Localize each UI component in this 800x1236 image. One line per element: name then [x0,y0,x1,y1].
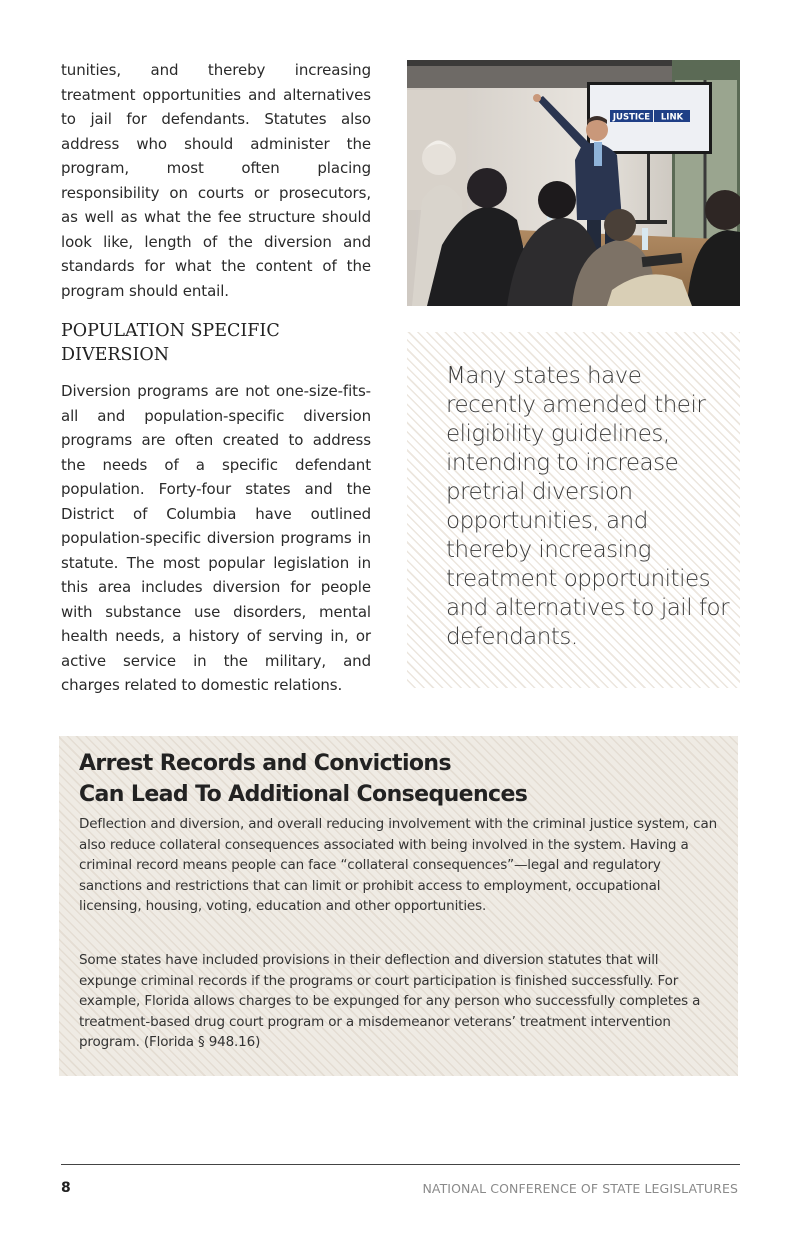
screen-text-link: LINK [660,112,684,123]
sidebar-title [79,748,527,810]
left-column [61,58,371,698]
pull-quote-panel [407,332,740,688]
section-paragraph: Diversion programs are not one-size-fits-all and population-specific diversion programs are often created to address the needs of a specific defendant population. Forty-four states and the District of Columbia have outlined population-specific diversion programs in statute. The most popular legislation in this area includes diversion for people with substance use disorders, mental health needs, a history of serving in, or active service in the military, and charges related to domestic relations. [61,382,371,694]
sidebar-paragraph-2: Some states have included provisions in their deflection and diversion statutes that will expunge criminal records if the programs or court participation is finished successfully. For example, Florida allows charges to be expunged for any person who successfully completes a treatment-based drug court program or a misdemeanor veterans’ treatment intervention program. (Florida § 948.16) [79,952,701,1050]
footer-divider [61,1164,740,1165]
sidebar-paragraph-1: Deflection and diversion, and overall reducing involvement with the criminal justice system, can also reduce collateral consequences associated with being involved in the system. Having a criminal record means people can face “collateral consequences”—legal and regulatory sanctions and restrictions that can limit or prohibit access to employment, occupational licensing, housing, voting, education and other opportunities. [79,816,717,914]
sidebar-box [59,736,738,1076]
presentation-scene-image [407,60,740,306]
sidebar-title-line-2: Can Lead To Additional Consequences [79,782,528,807]
sidebar-title-line-1: Arrest Records and Convictions [79,751,451,776]
meeting-photo [407,60,740,306]
footer-organization: NATIONAL CONFERENCE OF STATE LEGISLATURES [422,1181,738,1196]
intro-paragraph: tunities, and thereby increasing treatment opportunities and alternatives to jail for defendants. Statutes also address who should administer the program, most often placing responsibility on courts or prosecutors, as well as what the fee structure should look like, length of the diversion and standards for what the content of the program should entail. [61,61,371,300]
page-number: 8 [61,1180,71,1196]
screen-text-justice: JUSTICE [612,112,651,123]
pull-quote: Many states have recently amended their eligibility guidelines, intending to increase pretrial diversion opportunities, and thereby increasing treatment opportunities and alternatives to jail for defendants. [446,363,730,650]
section-heading: POPULATION SPECIFIC DIVERSION [61,321,280,365]
